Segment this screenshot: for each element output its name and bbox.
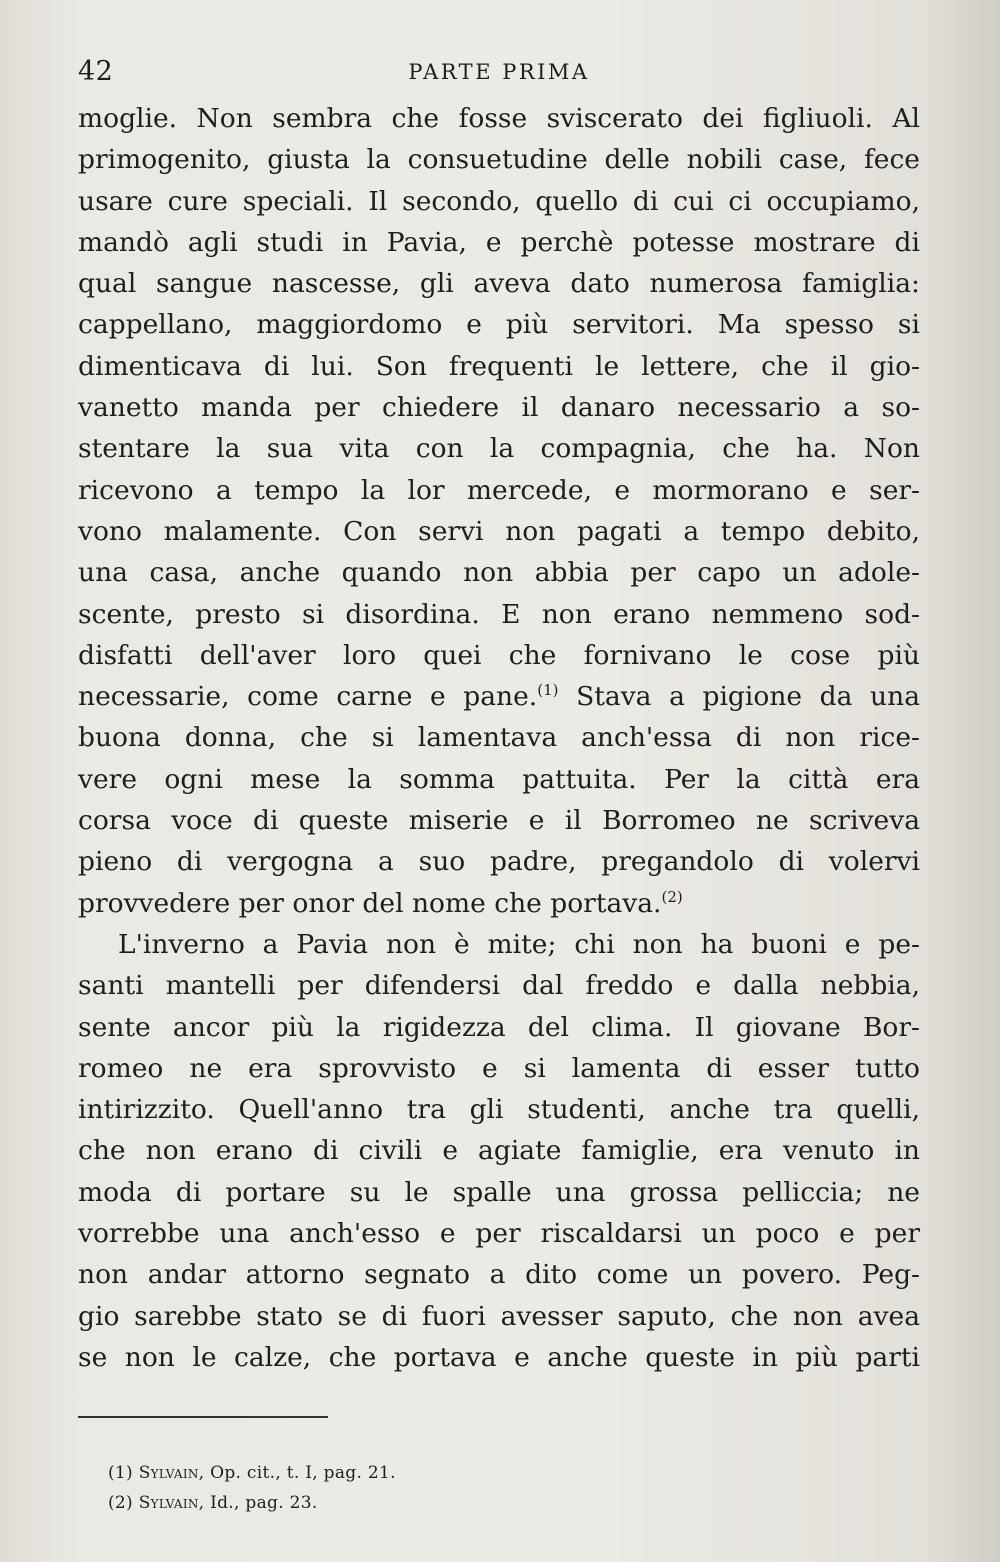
paragraph-start-line: L'inverno a Pavia non è mite; chi non ha buoni e pe- <box>118 928 920 960</box>
text-line: qual sangue nascesse, gli aveva dato numerosa famiglia: <box>78 268 920 300</box>
page-number: 42 <box>78 56 114 87</box>
body-text <box>78 98 920 1378</box>
text-line: non andar attorno segnato a dito come un povero. Peg- <box>78 1259 920 1291</box>
footnote-author: Sylvain, <box>138 1463 205 1483</box>
text-line-with-ref <box>78 883 920 924</box>
text-line: sente ancor più la rigidezza del clima. Il giovane Bor- <box>78 1011 920 1043</box>
text-line: primogenito, giusta la consuetudine delle nobili case, fece <box>78 144 920 176</box>
footnote-2 <box>108 1488 708 1518</box>
text-line: santi mantelli per difendersi dal freddo e dalla nebbia, <box>78 970 920 1002</box>
text-line: moda di portare su le spalle una grossa pelliccia; ne <box>78 1176 920 1208</box>
text-line: stentare la sua vita con la compagnia, che ha. Non <box>78 433 920 465</box>
text-line: che non erano di civili e agiate famiglie, era venuto in <box>78 1135 920 1167</box>
text-line: scente, presto si disordina. E non erano nemmeno sod- <box>78 598 920 630</box>
text-line-with-ref <box>78 676 920 717</box>
text-line: buona donna, che si lamentava anch'essa di non rice- <box>78 722 920 754</box>
footnotes <box>108 1458 708 1518</box>
footnote-marker: (2) <box>108 1493 133 1513</box>
text-line: usare cure speciali. Il secondo, quello di cui ci occupiamo, <box>78 185 920 217</box>
text-segment: provvedere per onor del nome che portava. <box>78 887 662 919</box>
text-segment: necessarie, come carne e pane. <box>78 681 538 713</box>
footnote-ref-2: (2) <box>661 887 683 906</box>
text-line: dimenticava di lui. Son frequenti le lettere, che il gio- <box>78 350 920 382</box>
footnote-marker: (1) <box>108 1463 133 1483</box>
text-line: vorrebbe una anch'esso e per riscaldarsi un poco e per <box>78 1218 920 1250</box>
text-line: vanetto manda per chiedere il danaro necessario a so- <box>78 392 920 424</box>
text-line: corsa voce di queste miserie e il Borromeo ne scriveva <box>78 805 920 837</box>
text-line: romeo ne era sprovvisto e si lamenta di esser tutto <box>78 1052 920 1084</box>
footnote-author: Sylvain, <box>138 1493 205 1513</box>
text-line: vono malamente. Con servi non pagati a tempo debito, <box>78 515 920 547</box>
text-line: disfatti dell'aver loro quei che fornivano le cose più <box>78 639 920 671</box>
text-line: intirizzito. Quell'anno tra gli studenti, anche tra quelli, <box>78 1094 920 1126</box>
text-line: ricevono a tempo la lor mercede, e mormorano e ser- <box>78 474 920 506</box>
text-line: se non le calze, che portava e anche queste in più parti <box>78 1341 920 1373</box>
footnote-1 <box>108 1458 708 1488</box>
text-line: cappellano, maggiordomo e più servitori. Ma spesso si <box>78 309 920 341</box>
footnote-separator <box>78 1416 328 1418</box>
footnote-citation: Id., pag. 23. <box>204 1493 318 1513</box>
text-segment: Stava a pigione da una <box>576 681 920 713</box>
running-title: PARTE PRIMA <box>408 60 590 84</box>
text-line: moglie. Non sembra che fosse sviscerato dei figliuoli. Al <box>78 103 920 134</box>
text-line: gio sarebbe stato se di fuori avesser saputo, che non avea <box>78 1300 920 1332</box>
footnote-ref-1: (1) <box>537 681 559 700</box>
text-line: pieno di vergogna a suo padre, pregandolo di volervi <box>78 846 920 878</box>
page-header <box>78 56 920 96</box>
text-line: una casa, anche quando non abbia per capo un adole- <box>78 557 920 589</box>
footnote-citation: Op. cit., t. I, pag. 21. <box>204 1463 396 1483</box>
text-line: vere ogni mese la somma pattuita. Per la città era <box>78 763 920 795</box>
text-line: mandò agli studi in Pavia, e perchè potesse mostrare di <box>78 226 920 258</box>
